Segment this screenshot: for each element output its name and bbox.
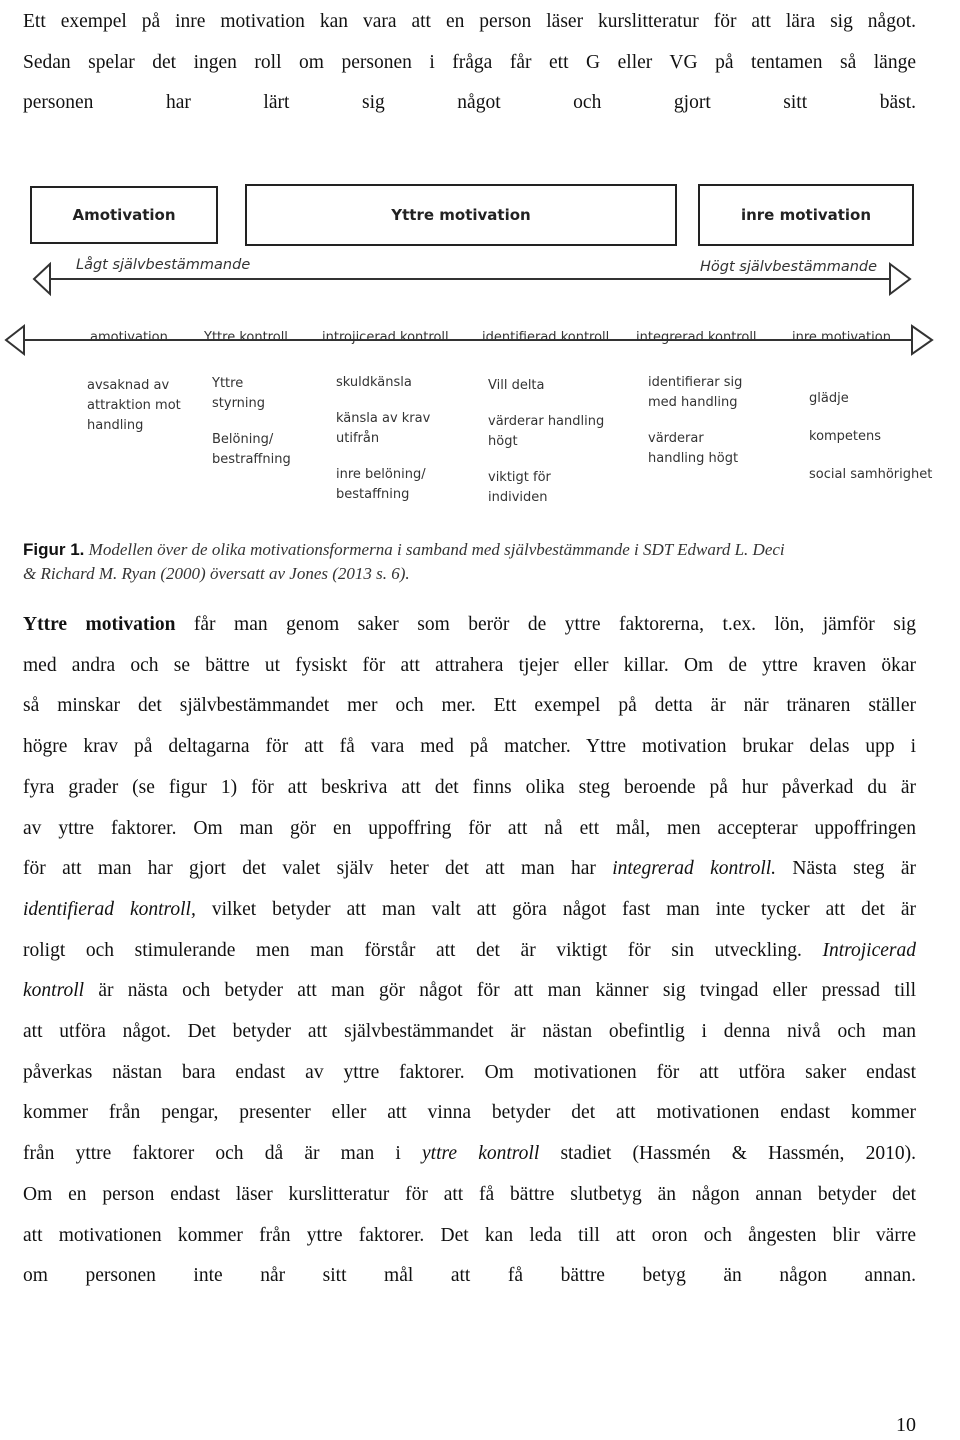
column-heading: Yttre kontroll [204, 330, 288, 345]
column-items [809, 380, 932, 494]
text-run: roligt och stimulerande men man förstår att det är viktigt för sin utveckling. [23, 939, 802, 961]
column-heading: identifierad kontroll [482, 330, 610, 345]
text-line: Sedan spelar det ingen roll om personen i fråga får ett G eller VG på tentamen så länge [23, 51, 916, 73]
column-item: känsla av krav [336, 411, 431, 426]
caption-text: Modellen över de olika motivationsformerna i samband med självbestämmande i SDT Edward L. Deci [88, 540, 785, 559]
caption-label: Figur 1. [23, 540, 85, 559]
column-item: värderar [648, 431, 704, 446]
column-items [87, 376, 181, 436]
column-heading: introjicerad kontroll [322, 330, 449, 345]
column-item: utifrån [336, 431, 380, 446]
column-item: inre belöning/ [336, 467, 426, 482]
column-item: handling [87, 418, 144, 433]
caption-text: & Richard M. Ryan (2000) översatt av Jones (2013 s. 6). [23, 564, 410, 583]
column-items [336, 373, 430, 505]
text-line [23, 931, 916, 972]
column-item: glädje [809, 391, 849, 406]
text-line: personen har lärt sig något och gjort sitt bäst. [23, 92, 916, 113]
amotivation-box: Amotivation [30, 186, 218, 244]
text-line: fyra grader (se figur 1) för att beskriva att det finns olika steg beroende på hur påverkad du är [23, 776, 916, 798]
italic-term: Introjicerad [822, 939, 916, 961]
text-line [23, 1134, 916, 1175]
page-number: 10 [896, 1414, 916, 1436]
column-item: individen [488, 490, 548, 505]
text-line [23, 971, 916, 1012]
column-item: bestraffning [212, 452, 291, 467]
text-line: att motivationen kommer från yttre faktorer. Det kan leda till att oron och ångesten blir värre [23, 1224, 916, 1246]
text-line: att utföra något. Det betyder att självbestämmandet är nästan obefintlig i denna nivå och man [23, 1021, 916, 1043]
text-line: om personen inte når sitt mål att få bättre betyg än någon annan. [23, 1265, 916, 1287]
column-heading: inre motivation [792, 330, 891, 345]
text-run: för att man har gjort det valet själv heter det att man har [23, 858, 596, 880]
text-run: från yttre faktorer och då är man i [23, 1143, 401, 1165]
text-line [23, 605, 916, 646]
column-item: handling högt [648, 451, 739, 466]
column-items [212, 374, 291, 470]
column-item: identifierar sig [648, 375, 743, 390]
body-paragraph [23, 605, 916, 1297]
italic-term: identifierad kontroll, [23, 898, 196, 920]
column-item: Yttre [212, 376, 244, 391]
text-line: högre krav på deltagarna för att få vara med på matcher. Yttre motivation brukar delas upp i [23, 736, 916, 758]
column-item: högt [488, 434, 518, 449]
column-item: Belöning/ [212, 432, 274, 447]
text-line: Ett exempel på inre motivation kan vara att en person läser kurslitteratur för att lära sig något. [23, 11, 916, 32]
intrinsic-motivation-box: inre motivation [698, 184, 914, 246]
text-line [23, 849, 916, 890]
column-item: bestaffning [336, 487, 410, 502]
text-line: med andra och se bättre ut fysiskt för att attrahera tjejer eller killar. Om de yttre kraven ökar [23, 654, 916, 676]
text-run: vilket betyder att man valt att göra något fast man inte tycker att det är [211, 898, 917, 920]
column-item: kompetens [809, 429, 882, 444]
column-item: med handling [648, 395, 738, 410]
column-heading: integrerad kontroll [636, 330, 757, 345]
column-heading: amotivation [90, 330, 168, 345]
motivation-figure [0, 176, 960, 516]
high-self-determination-label: Högt självbestämmande [700, 259, 878, 275]
text-line: så minskar det självbestämmandet mer och mer. Ett exempel på detta är när tränaren ställer [23, 695, 916, 717]
column-item: social samhörighet [809, 467, 933, 482]
column-item: skuldkänsla [336, 375, 412, 390]
intro-paragraph [23, 2, 916, 124]
text-run: Nästa steg är [792, 858, 917, 880]
text-run: får man genom saker som berör de yttre faktorerna, t.ex. lön, jämför sig [193, 614, 916, 635]
text-line: Om en person endast läser kurslitteratur för att få bättre slutbetyg än någon annan betyder det [23, 1183, 916, 1205]
figure-caption [23, 538, 916, 586]
column-item: styrning [212, 396, 266, 411]
column-item: avsaknad av [87, 378, 170, 393]
text-line: påverkas nästan bara endast av yttre faktorer. Om motivationen för att utföra saker endast [23, 1061, 916, 1083]
column-item: värderar handling [488, 414, 605, 429]
column-item: viktigt för [488, 470, 551, 485]
text-line: kommer från pengar, presenter eller att vinna betyder det att motivationen endast kommer [23, 1102, 916, 1124]
column-item: Vill delta [488, 378, 545, 393]
text-line [23, 890, 916, 931]
text-run: är nästa och betyder att man gör något för att man känner sig tvingad eller pressad till [98, 980, 917, 1002]
text-run: stadiet (Hassmén & Hassmén, 2010). [560, 1143, 916, 1165]
low-self-determination-label: Lågt självbestämmande [76, 257, 251, 273]
column-items [648, 373, 742, 469]
bold-term: Yttre motivation [23, 614, 176, 635]
extrinsic-motivation-box: Yttre motivation [245, 184, 677, 246]
text-line: av yttre faktorer. Om man gör en uppoffring för att nå ett mål, men accepterar uppoffringen [23, 817, 916, 839]
italic-term: integrerad kontroll. [612, 858, 777, 880]
italic-term: kontroll [23, 980, 85, 1002]
column-items [488, 376, 604, 508]
italic-term: yttre kontroll [422, 1143, 540, 1165]
column-item: attraktion mot [87, 398, 181, 413]
